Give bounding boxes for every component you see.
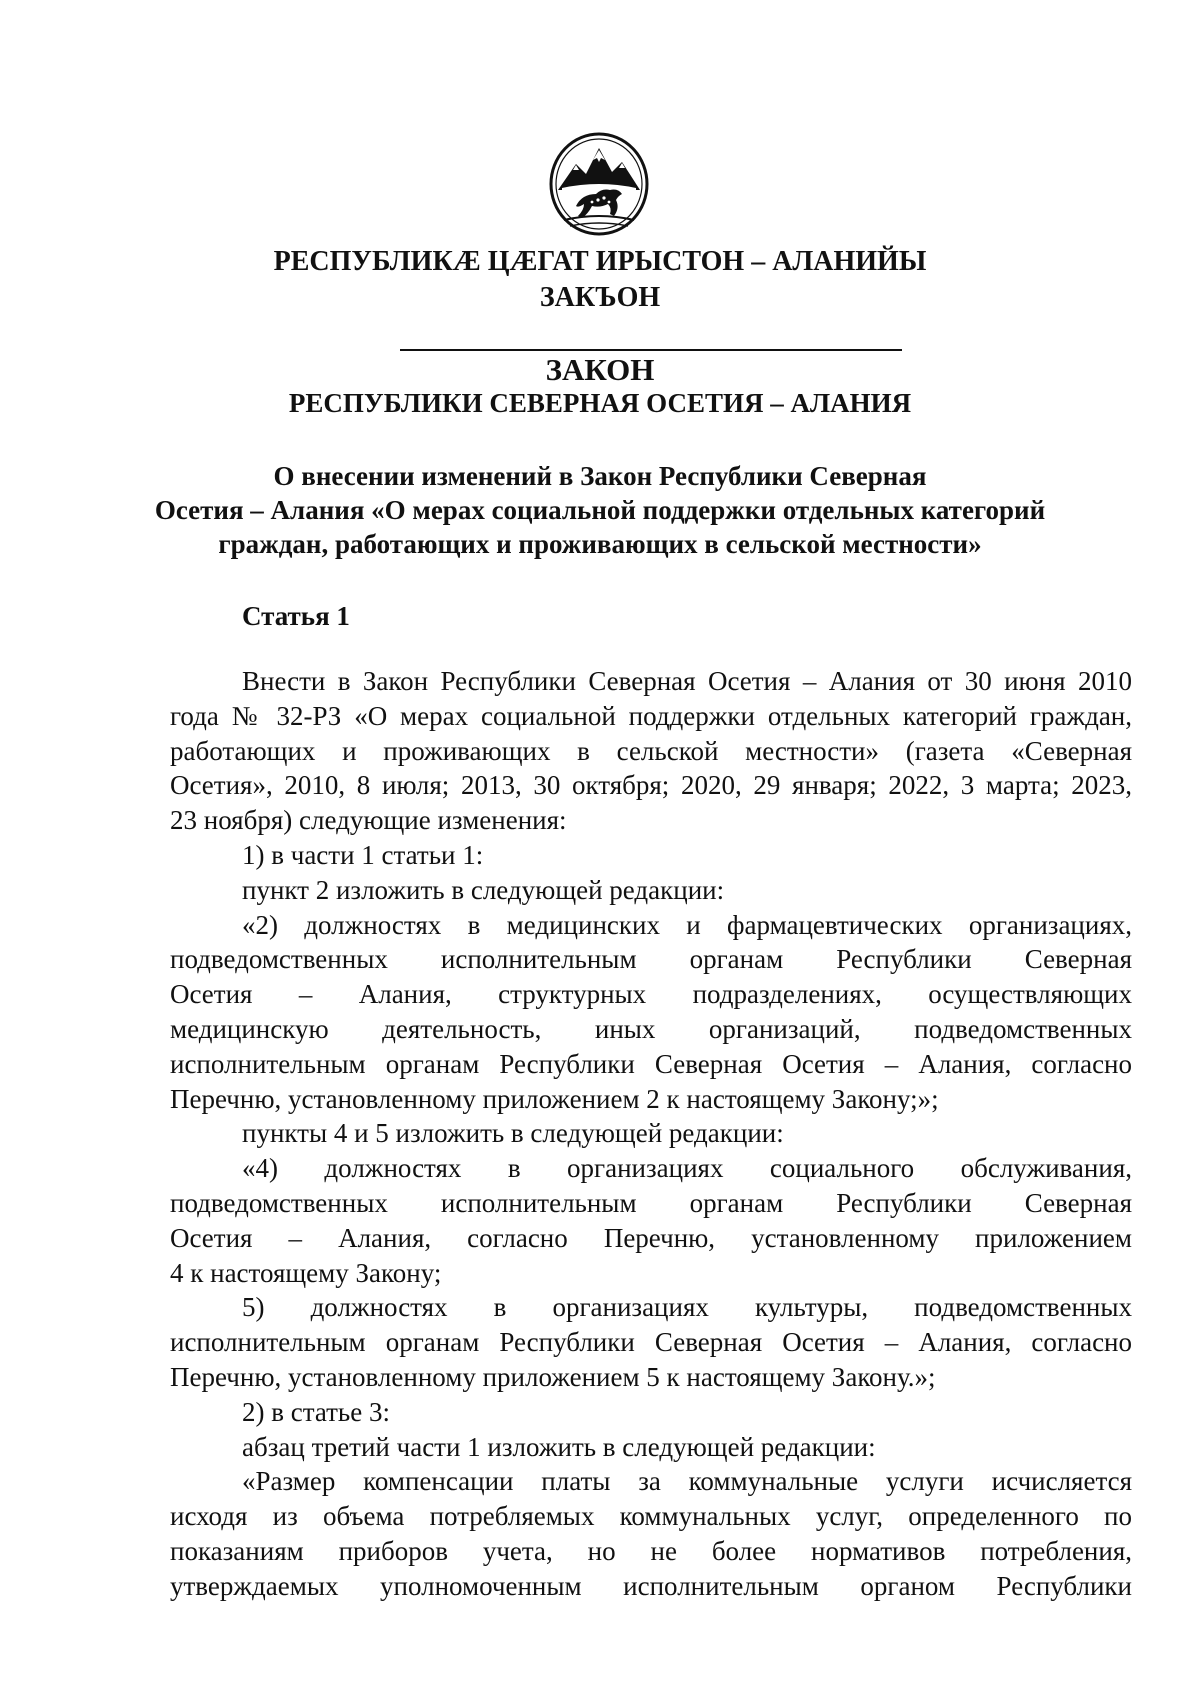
law-title-line: граждан, работающих и проживающих в сельской местности» [218, 529, 982, 559]
body-line: пункты 4 и 5 изложить в следующей редакции: [242, 1118, 784, 1149]
body-line: работающих и проживающих в сельской местности» (газета «Северная [170, 735, 1132, 766]
body-line: исполнительным органам Республики Северная Осетия – Алания, согласно [170, 1327, 1132, 1358]
body-line: Осетия», 2010, 8 июля; 2013, 30 октября; 2020, 29 января; 2022, 3 марта; 2023, [170, 770, 1132, 801]
body-line: подведомственных исполнительным органам Республики Северная [170, 944, 1132, 975]
article-heading: Статья 1 [242, 601, 350, 631]
body-line: пункт 2 изложить в следующей редакции: [242, 874, 725, 905]
body-line: 1) в части 1 статьи 1: [242, 839, 484, 870]
body-line: Осетия – Алания, структурных подразделениях, осуществляющих [170, 979, 1132, 1010]
body-line: Осетия – Алания, согласно Перечню, установленному приложением [170, 1222, 1132, 1253]
law-title-line: О внесении изменений в Закон Республики Северная [273, 461, 927, 491]
body-line: исполнительным органам Республики Северная Осетия – Алания, согласно [170, 1048, 1132, 1079]
body-line: исходя из объема потребляемых коммунальных услуг, определенного по [170, 1501, 1132, 1532]
body-line: «4) должностях в организациях социального обслуживания, [242, 1153, 1132, 1184]
body-line: 2) в статье 3: [242, 1396, 390, 1427]
body-line: Перечню, установленному приложением 5 к настоящему Закону.»; [170, 1361, 936, 1392]
body-line: медицинскую деятельность, иных организаций, подведомственных [170, 1013, 1132, 1044]
coat-of-arms-north-ossetia-icon [546, 128, 652, 238]
body-line: подведомственных исполнительным органам Республики Северная [170, 1187, 1132, 1218]
body-line: «Размер компенсации платы за коммунальные услуги исчисляется [242, 1466, 1132, 1497]
body-line: Перечню, установленному приложением 2 к настоящему Закону;»; [170, 1083, 939, 1114]
law-title [0, 459, 1200, 561]
republic-ossetian-heading: РЕСПУБЛИКӔ ЦӔГАТ ИРЫСТОН – АЛАНИЙЫ [273, 246, 927, 277]
republic-russian-heading: РЕСПУБЛИКИ СЕВЕРНАЯ ОСЕТИЯ – АЛАНИЯ [288, 388, 912, 418]
law-russian-heading: ЗАКОН [545, 352, 655, 387]
body-line: утверждаемых уполномоченным исполнительным органом Республики [170, 1570, 1132, 1601]
article-body [170, 664, 1132, 1604]
body-line: Внести в Закон Республики Северная Осетия – Алания от 30 июня 2010 [242, 666, 1132, 696]
body-line: 23 ноября) следующие изменения: [170, 805, 567, 836]
body-line: 5) должностях в организациях культуры, подведомственных [242, 1292, 1132, 1323]
body-line: абзац третий части 1 изложить в следующей редакции: [242, 1431, 876, 1462]
body-line: 4 к настоящему Закону; [170, 1257, 442, 1288]
law-title-line: Осетия – Алания «О мерах социальной поддержки отдельных категорий [154, 495, 1046, 525]
body-line: года № 32-РЗ «О мерах социальной поддержки отдельных категорий граждан, [170, 700, 1132, 731]
body-line: «2) должностях в медицинских и фармацевтических организациях, [242, 909, 1132, 940]
law-ossetian-heading: ЗАКЪОН [539, 282, 661, 313]
body-line: показаниям приборов учета, но не более нормативов потребления, [170, 1535, 1132, 1566]
heading-divider [400, 349, 902, 351]
